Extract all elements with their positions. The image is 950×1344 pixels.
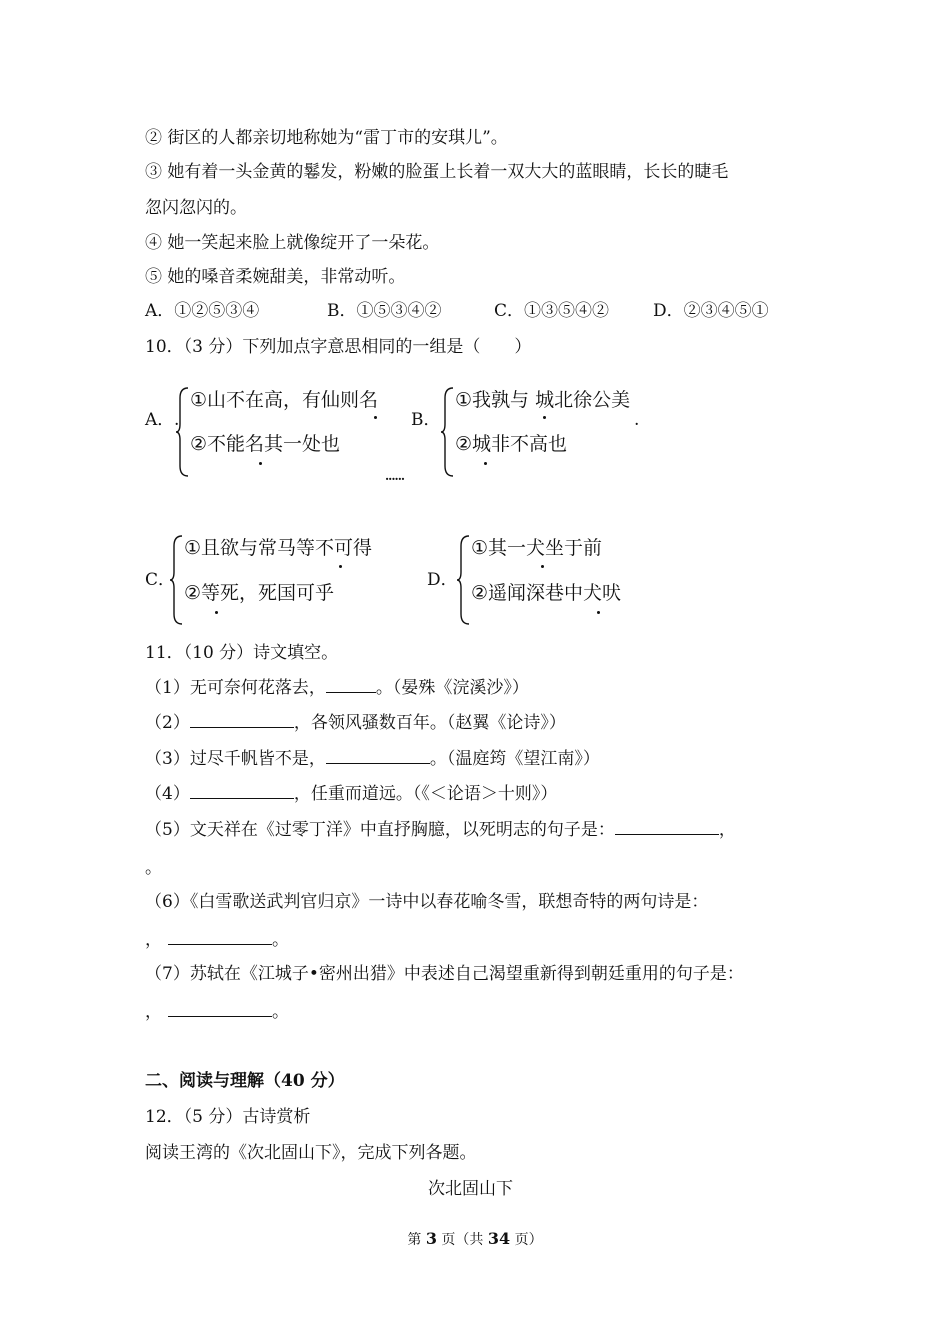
answer-blank[interactable] <box>168 928 272 945</box>
q10-option-c-line1: ①且欲与常马等不可得 <box>184 537 373 559</box>
q10-option-b-line1: ①我孰与 城北徐公美 <box>455 389 631 411</box>
answer-blank[interactable] <box>326 747 430 764</box>
q10-option-d-brace <box>457 534 471 626</box>
emphasis-dot <box>215 611 218 614</box>
q10-option-c-brace <box>170 534 184 626</box>
q9-item-5: ⑤ 她的嗓音柔婉甜美，非常动听。 <box>145 267 406 287</box>
q10-option-a-line1: ①山不在高，有仙则名 <box>190 389 379 411</box>
q10-option-a-label[interactable]: A． <box>145 410 175 430</box>
q11-stem: 11．（10 分）诗文填空。 <box>145 643 339 663</box>
q10-option-a-brace <box>176 386 190 478</box>
answer-blank[interactable] <box>168 1000 272 1017</box>
q9-option-d[interactable]: D．②③④⑤① <box>653 301 769 321</box>
q10-option-b-line2: ②城非不高也 <box>455 433 568 455</box>
emphasis-dot <box>541 565 544 568</box>
q10-option-b-brace <box>441 386 455 478</box>
emphasis-dot <box>543 416 546 419</box>
q10-option-a-trail: . <box>174 410 180 430</box>
q10-option-d-line2: ②遥闻深巷中犬吠 <box>471 582 622 604</box>
emphasis-dot <box>259 462 262 465</box>
q10-option-d-label[interactable]: D． <box>427 570 458 590</box>
q9-option-b[interactable]: B．①⑤③④② <box>327 301 442 321</box>
q10-stem: 10．（3 分）下列加点字意思相同的一组是（ ） <box>145 337 532 357</box>
q11-sentence-7-blanks: ， 。 <box>145 1002 289 1022</box>
emphasis-dot <box>597 611 600 614</box>
q9-item-3-line1: ③ 她有着一头金黄的鬈发，粉嫩的脸蛋上长着一双大大的蓝眼睛，长长的睫毛 <box>145 162 729 182</box>
q11-sentence-3: （3）过尽千帆皆不是， 。（温庭筠《望江南》） <box>145 749 600 769</box>
emphasis-dot <box>484 462 487 465</box>
q9-options <box>145 299 769 323</box>
answer-blank[interactable] <box>190 711 294 728</box>
answer-blank[interactable] <box>615 818 719 835</box>
q11-sentence-7: （7）苏轼在《江城子•密州出猎》中表述自己渴望重新得到朝廷重用的句子是： <box>145 964 744 984</box>
q9-item-2: ② 街区的人都亲切地称她为“雷丁市的安琪儿”。 <box>145 128 508 148</box>
q11-sentence-6: （6）《白雪歌送武判官归京》一诗中以春花喻冬雪，联想奇特的两句诗是： <box>145 892 709 912</box>
q11-sentence-1: （1）无可奈何花落去， 。（晏殊《浣溪沙》） <box>145 678 529 698</box>
page-total: 34 <box>487 1229 511 1248</box>
q10-option-a-line2: ②不能名其一处也 <box>190 433 341 455</box>
answer-blank[interactable] <box>326 676 376 693</box>
q11-sentence-2: （2） ，各领风骚数百年。（赵翼《论诗》） <box>145 713 566 733</box>
q9-option-c[interactable]: C．①③⑤④② <box>494 301 610 321</box>
emphasis-dot <box>374 416 377 419</box>
q10-option-a-ellipsis: ...... <box>385 469 405 483</box>
q9-option-a[interactable]: A．①②⑤③④ <box>145 301 260 321</box>
q10-option-c-line2: ②等死，死国可乎 <box>184 582 335 604</box>
q11-sentence-5-end: 。 <box>145 858 162 878</box>
poem-title: 次北固山下 <box>428 1179 513 1199</box>
q10-option-b-trail: . <box>634 410 640 430</box>
page-number: 3 <box>425 1229 437 1248</box>
q12-stem: 12．（5 分）古诗赏析 <box>145 1107 311 1127</box>
page-footer: 第 3 页（共 34 页） <box>407 1229 543 1248</box>
q10-option-b-label[interactable]: B． <box>411 410 441 430</box>
q10-option-c-label[interactable]: C． <box>145 570 176 590</box>
q10-option-d-line1: ①其一犬坐于前 <box>471 537 603 559</box>
q11-sentence-5: （5）文天祥在《过零丁洋》中直抒胸臆，以死明志的句子是： ， <box>145 820 736 840</box>
section-heading: 二、阅读与理解（40 分） <box>145 1071 345 1091</box>
q9-item-4: ④ 她一笑起来脸上就像绽开了一朵花。 <box>145 233 440 253</box>
q9-item-3-line2: 忽闪忽闪的。 <box>145 198 247 218</box>
emphasis-dot <box>339 565 342 568</box>
answer-blank[interactable] <box>190 782 294 799</box>
q12-instruction: 阅读王湾的《次北固山下》，完成下列各题。 <box>145 1143 477 1163</box>
q11-sentence-6-blanks: ， 。 <box>145 930 289 950</box>
q11-sentence-4: （4） ，任重而道远。（《＜论语＞十则》） <box>145 784 558 804</box>
